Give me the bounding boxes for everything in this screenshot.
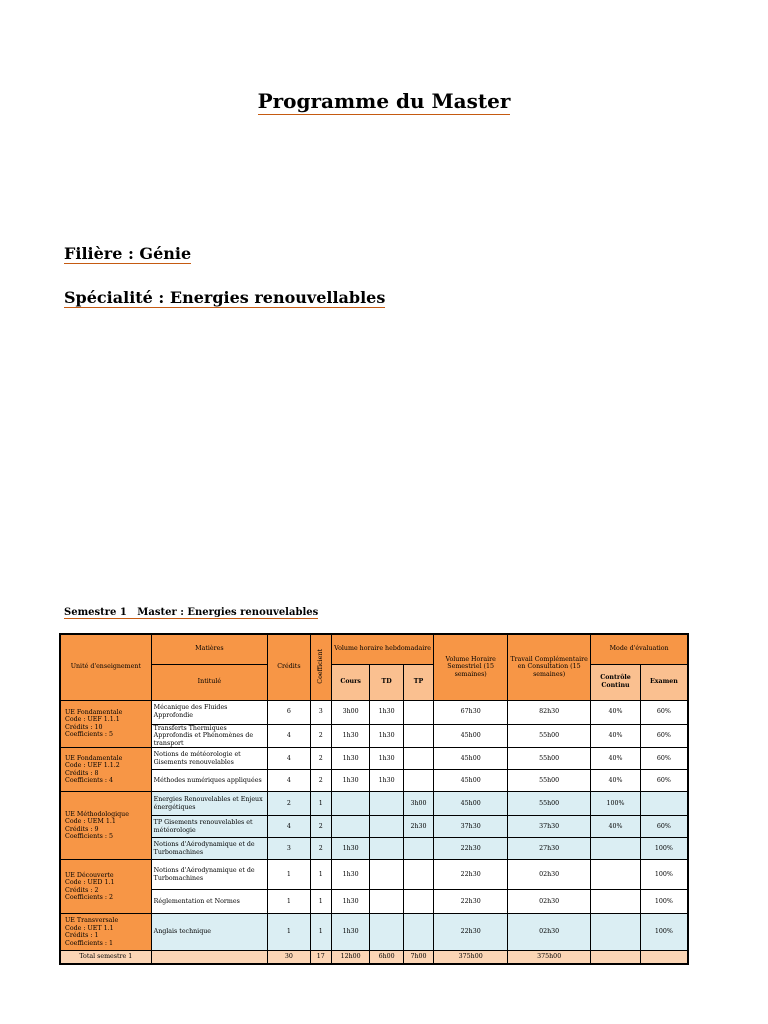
- total-row: Total semestre 1 30 17 12h00 6h00 7h00 375h00 375h00: [60, 951, 688, 964]
- filiere-heading: Filière : Génie: [64, 244, 192, 263]
- table-cell: [370, 890, 403, 914]
- header-row-1: [60, 634, 688, 664]
- table-cell: 55h00: [508, 770, 591, 792]
- header-intitule: Intitulé: [151, 664, 267, 700]
- table-cell: [403, 890, 433, 914]
- table-cell: 22h30: [434, 860, 508, 890]
- table-cell: 100%: [640, 914, 688, 951]
- table-cell: 2: [310, 816, 331, 838]
- table-cell: 100%: [640, 860, 688, 890]
- table-cell: 4: [268, 770, 311, 792]
- table-cell: Méthodes numériques appliquées: [151, 770, 267, 792]
- header-travail: Travail Complémentaire en Consultation (15 semaines): [508, 634, 591, 700]
- table-cell: Mécanique des Fluides Approfondie: [151, 700, 267, 724]
- table-cell: 37h30: [434, 816, 508, 838]
- page-title: Programme du Master: [257, 89, 511, 113]
- table-cell: 1h30: [370, 748, 403, 770]
- table-cell: 1h30: [331, 748, 369, 770]
- table-cell: 1: [268, 860, 311, 890]
- table-cell: 60%: [640, 724, 688, 748]
- semestre-heading: Semestre 1 Master : Energies renouvelables: [64, 607, 319, 618]
- programme-table: [59, 633, 689, 965]
- table-cell: 82h30: [508, 700, 591, 724]
- header-row-2: [60, 664, 688, 700]
- table-cell: [403, 914, 433, 951]
- table-cell: [403, 724, 433, 748]
- table-cell: 1h30: [331, 914, 369, 951]
- table-cell: 45h00: [434, 770, 508, 792]
- table-cell: 60%: [640, 748, 688, 770]
- table-cell: [370, 838, 403, 860]
- table-cell: [403, 700, 433, 724]
- table-cell: 2h30: [403, 816, 433, 838]
- table-cell: 22h30: [434, 838, 508, 860]
- table-cell: 3h00: [403, 792, 433, 816]
- header-matieres: Matières: [151, 634, 267, 664]
- table-cell: [370, 860, 403, 890]
- table-cell: 60%: [640, 700, 688, 724]
- table-cell: 60%: [640, 816, 688, 838]
- table-cell: 1h30: [331, 770, 369, 792]
- header-mode-eval: Mode d'évaluation: [591, 634, 688, 664]
- header-td: TD: [370, 664, 403, 700]
- table-cell: 1h30: [370, 700, 403, 724]
- table-cell: 100%: [591, 792, 641, 816]
- ue-cell: UE Transversale Code : UET 1.1 Crédits : 1 Coefficients : 1: [60, 914, 151, 951]
- table-cell: [370, 816, 403, 838]
- header-credits: Crédits: [268, 634, 311, 700]
- table-cell: TP Gisements renouvelables et météorologie: [151, 816, 267, 838]
- table-cell: 1: [310, 792, 331, 816]
- table-cell: [370, 792, 403, 816]
- header-cours: Cours: [331, 664, 369, 700]
- table-row: [60, 792, 688, 816]
- table-cell: 37h30: [508, 816, 591, 838]
- table-cell: 67h30: [434, 700, 508, 724]
- table-cell: 1: [310, 860, 331, 890]
- table-cell: 2: [310, 770, 331, 792]
- header-controle: Contrôle Continu: [591, 664, 641, 700]
- header-examen: Examen: [640, 664, 688, 700]
- table-cell: 22h30: [434, 890, 508, 914]
- table-cell: 1h30: [331, 890, 369, 914]
- table-cell: 55h00: [508, 792, 591, 816]
- table-cell: 2: [310, 748, 331, 770]
- table-cell: Réglementation et Normes: [151, 890, 267, 914]
- table-cell: 1h30: [331, 860, 369, 890]
- table-row: [60, 838, 688, 860]
- table-cell: Notions d'Aérodynamique et de Turbomachines: [151, 860, 267, 890]
- table-cell: 3: [310, 700, 331, 724]
- table-cell: 55h00: [508, 748, 591, 770]
- table-cell: [591, 890, 641, 914]
- table-cell: 3h00: [331, 700, 369, 724]
- table-cell: 40%: [591, 724, 641, 748]
- table-cell: [403, 838, 433, 860]
- table-cell: 02h30: [508, 914, 591, 951]
- table-row: [60, 860, 688, 890]
- table-cell: 1: [310, 890, 331, 914]
- ue-cell: UE Découverte Code : UED 1.1 Crédits : 2 Coefficients : 2: [60, 860, 151, 914]
- table-cell: [331, 792, 369, 816]
- table-cell: 40%: [591, 700, 641, 724]
- table-cell: 02h30: [508, 890, 591, 914]
- table-cell: 27h30: [508, 838, 591, 860]
- table-cell: 1h30: [370, 770, 403, 792]
- table-cell: 6: [268, 700, 311, 724]
- table-cell: 1: [310, 914, 331, 951]
- header-unite: Unité d'enseignement: [60, 634, 151, 700]
- table-cell: Notions de météorologie et Gisements renouvelables: [151, 748, 267, 770]
- header-coefficient: Coefficient: [310, 634, 331, 700]
- table-cell: 100%: [640, 838, 688, 860]
- table-cell: 55h00: [508, 724, 591, 748]
- table-cell: 2: [268, 792, 311, 816]
- table-cell: 60%: [640, 770, 688, 792]
- table-cell: 100%: [640, 890, 688, 914]
- ue-cell: UE Fondamentale Code : UEF 1.1.1 Crédits : 10 Coefficients : 5: [60, 700, 151, 748]
- table-cell: 02h30: [508, 860, 591, 890]
- table-cell: Anglais technique: [151, 914, 267, 951]
- table-cell: 1: [268, 914, 311, 951]
- table-cell: 3: [268, 838, 311, 860]
- table-row: [60, 890, 688, 914]
- table-cell: [591, 838, 641, 860]
- table-cell: Energies Renouvelables et Enjeux énergétiques: [151, 792, 267, 816]
- table-row: [60, 748, 688, 770]
- table-cell: [370, 914, 403, 951]
- table-row: [60, 770, 688, 792]
- table-cell: 1h30: [331, 724, 369, 748]
- specialite-heading: Spécialité : Energies renouvellables: [64, 288, 386, 307]
- table-cell: [403, 860, 433, 890]
- table-cell: 45h00: [434, 792, 508, 816]
- table-cell: [403, 770, 433, 792]
- ue-cell: UE Fondamentale Code : UEF 1.1.2 Crédits : 8 Coefficients : 4: [60, 748, 151, 792]
- table-cell: Transferts Thermiques Approfondis et Phénomènes de transport: [151, 724, 267, 748]
- ue-cell: UE Méthodologique Code : UEM 1.1 Crédits : 9 Coefficients : 5: [60, 792, 151, 860]
- table-cell: [591, 914, 641, 951]
- table-cell: 4: [268, 724, 311, 748]
- table-cell: Notions d'Aérodynamique et de Turbomachines: [151, 838, 267, 860]
- table-cell: [591, 860, 641, 890]
- table-row: [60, 700, 688, 724]
- table-row: [60, 724, 688, 748]
- header-tp: TP: [403, 664, 433, 700]
- table-cell: 2: [310, 724, 331, 748]
- table-cell: 45h00: [434, 724, 508, 748]
- table-cell: 1: [268, 890, 311, 914]
- table-cell: [403, 748, 433, 770]
- table-cell: 4: [268, 748, 311, 770]
- table-cell: 4: [268, 816, 311, 838]
- header-volume-semestriel: Volume Horaire Semestriel (15 semaines): [434, 634, 508, 700]
- table-cell: 22h30: [434, 914, 508, 951]
- table-cell: 1h30: [331, 838, 369, 860]
- total-label: Total semestre 1: [60, 951, 151, 964]
- header-volume-hebdo: Volume horaire hebdomadaire: [331, 634, 433, 664]
- table-cell: 2: [310, 838, 331, 860]
- table-cell: 45h00: [434, 748, 508, 770]
- table-row: [60, 914, 688, 951]
- table-cell: 1h30: [370, 724, 403, 748]
- table-cell: 40%: [591, 748, 641, 770]
- table-cell: [640, 792, 688, 816]
- table-cell: [331, 816, 369, 838]
- table-row: [60, 816, 688, 838]
- table-cell: 40%: [591, 770, 641, 792]
- table-cell: 40%: [591, 816, 641, 838]
